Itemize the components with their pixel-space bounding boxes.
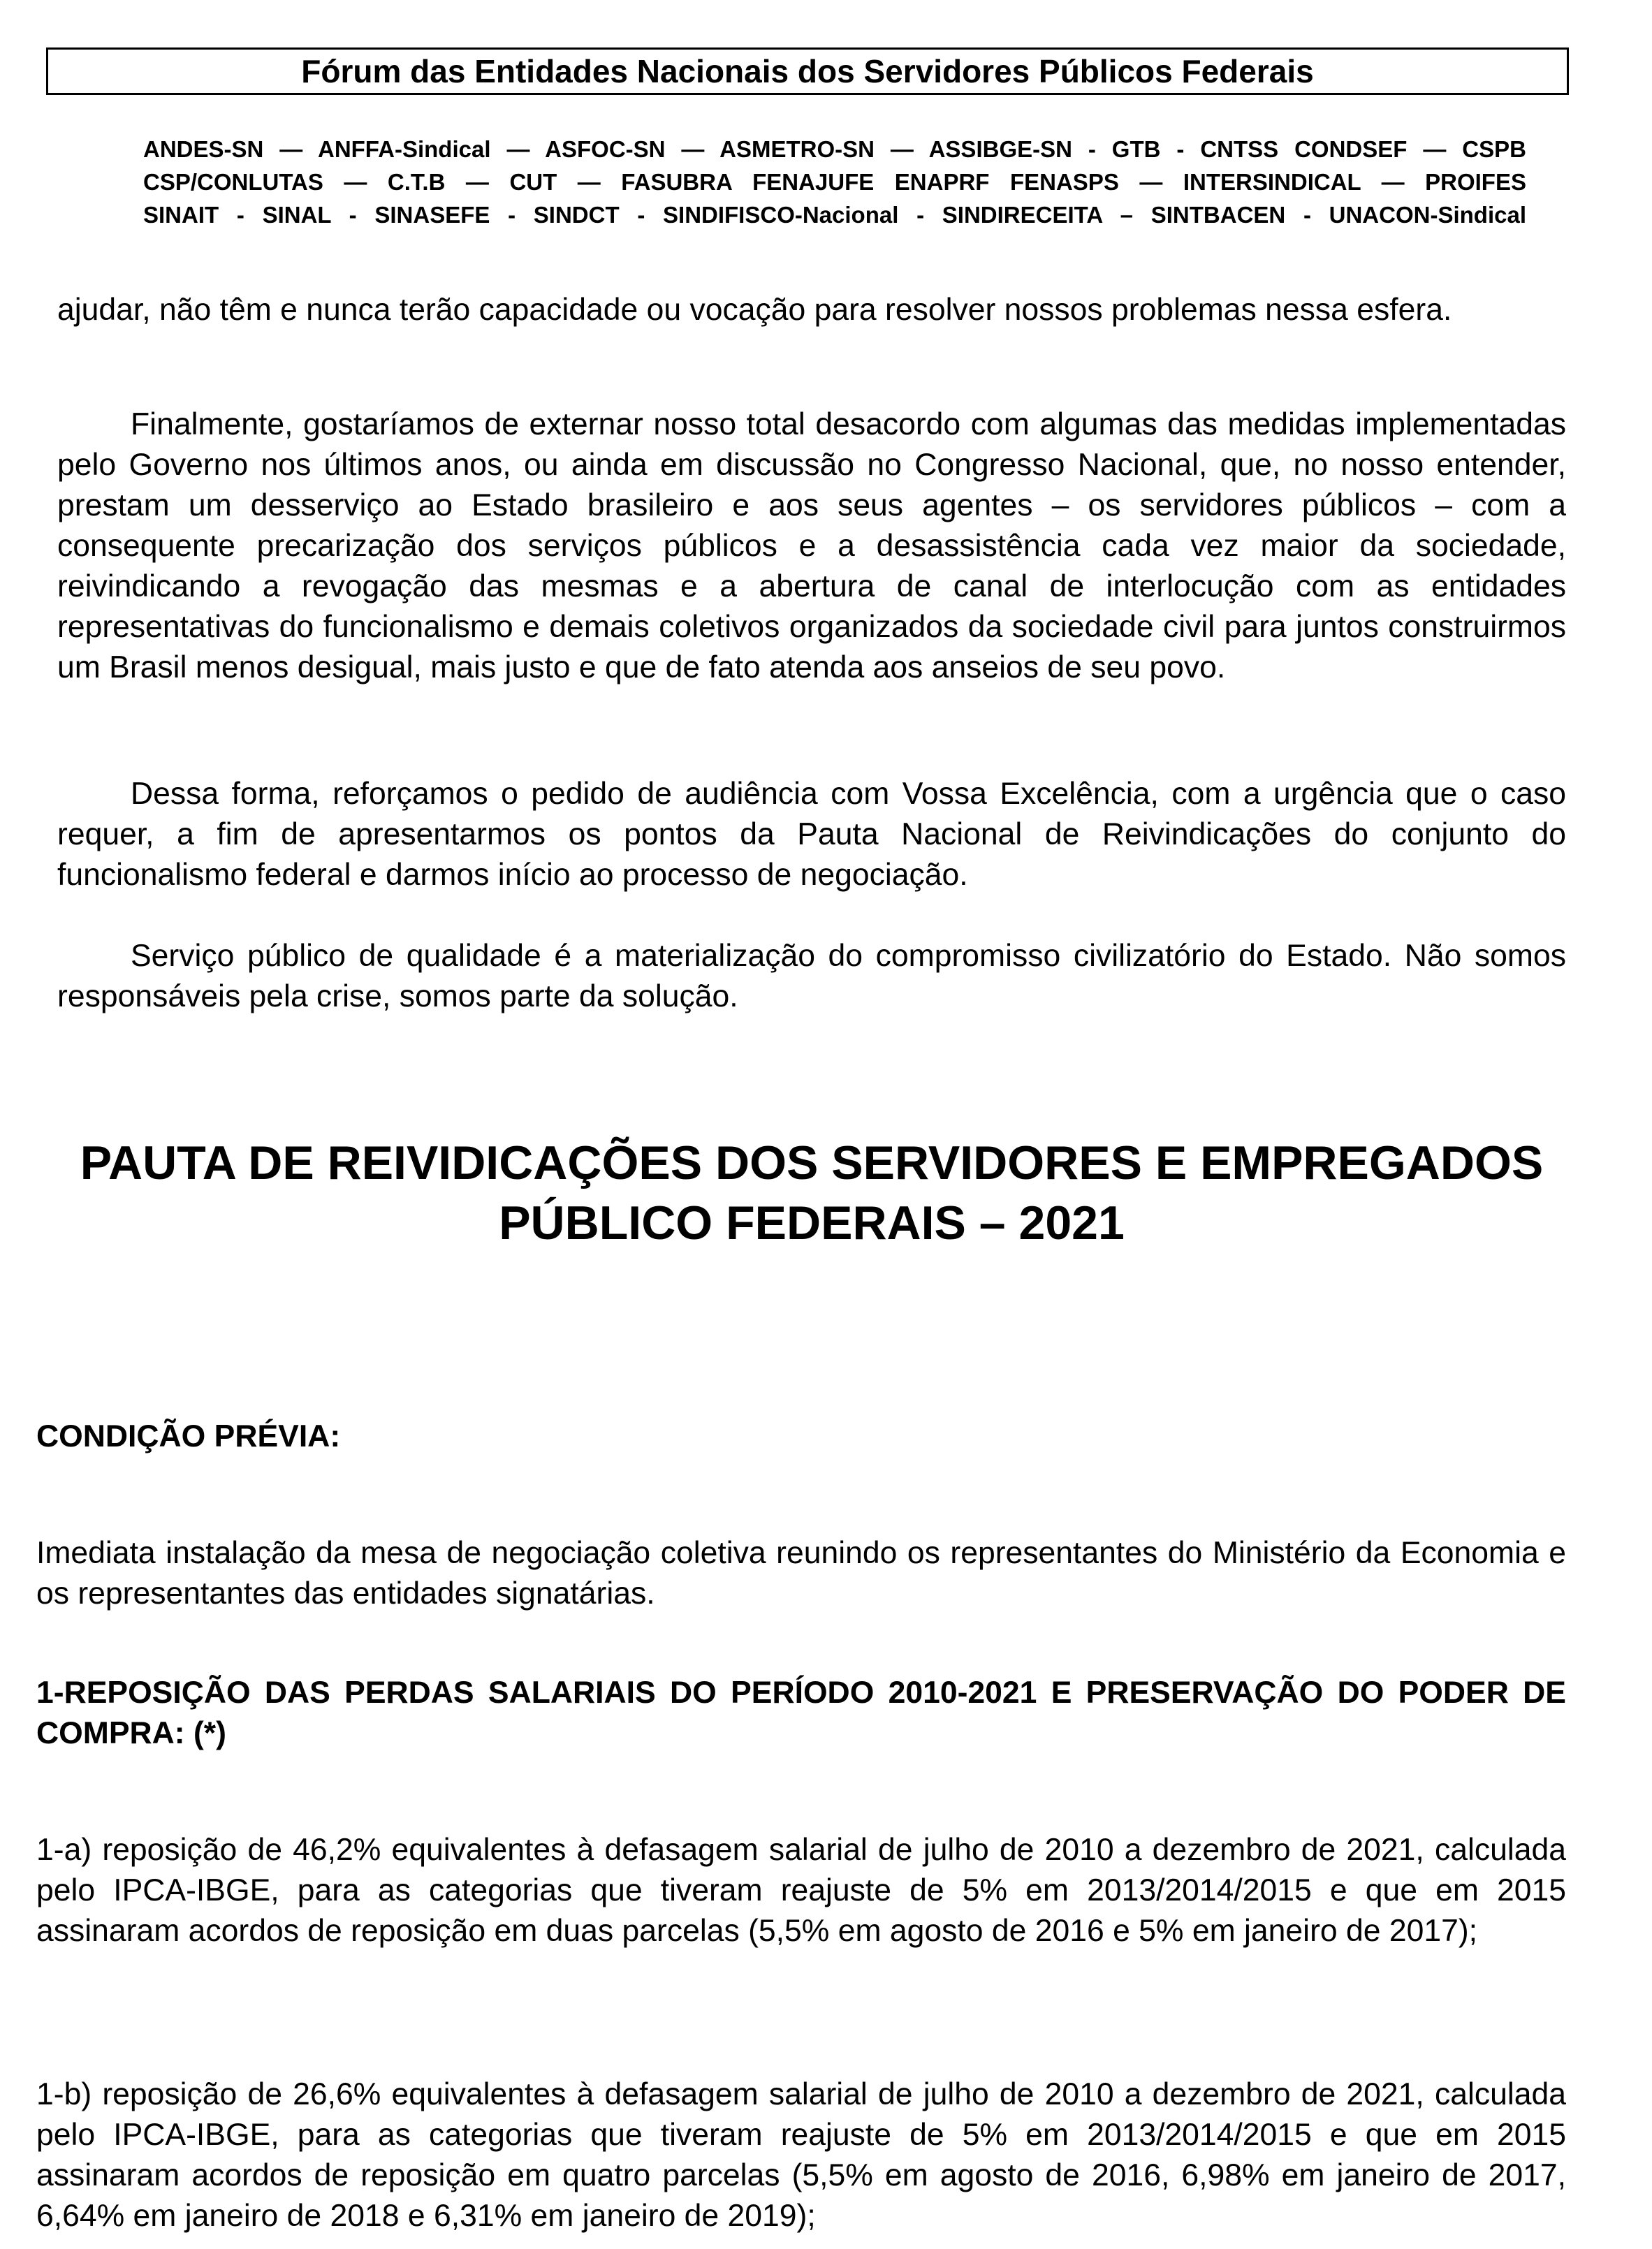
section-1-heading: 1-REPOSIÇÃO DAS PERDAS SALARIAIS DO PERÍODO 2010-2021 E PRESERVAÇÃO DO PODER DE COMPRA: (*) bbox=[36, 1676, 1566, 1750]
paragraph-dessa-forma: Dessa forma, reforçamos o pedido de audiência com Vossa Excelência, com a urgência que o caso requer, a fim de apresentarmos os pontos da Pauta Nacional de Reivindicações do conjunto do funcionalismo federal e darmos início ao processo de negociação. bbox=[57, 777, 1566, 892]
paragraph-servico-publico: Serviço público de qualidade é a materialização do compromisso civilizatório do Estado. Não somos responsáveis pela crise, somos parte da solução. bbox=[57, 939, 1566, 1013]
org-line: ANDES-SN — ANFFA-Sindical — ASFOC-SN — ASMETRO-SN — ASSIBGE-SN - GTB - CNTSS CONDSEF — CSPB bbox=[143, 136, 1526, 162]
condicao-previa-heading: CONDIÇÃO PRÉVIA: bbox=[36, 1419, 341, 1453]
header-title-box bbox=[46, 47, 1569, 95]
header-title: Fórum das Entidades Nacionais dos Servidores Públicos Federais bbox=[301, 53, 1314, 89]
condicao-previa-text: Imediata instalação da mesa de negociação coletiva reunindo os representantes do Ministério da Economia e os representantes das entidades signatárias. bbox=[36, 1536, 1566, 1611]
item-1b: 1-b) reposição de 26,6% equivalentes à defasagem salarial de julho de 2010 a dezembro de 2021, calculada pelo IPCA-IBGE, para as categorias que tiveram reajuste de 5% em 2013/2014/2015 e que em 2015 assinaram acordos de reposição em quatro parcelas (5,5% em agosto de 2016, 6,98% em janeiro de 2017, 6,64% em janeiro de 2018 e 6,31% em janeiro de 2019); bbox=[36, 2077, 1566, 2233]
continuation-paragraph: ajudar, não têm e nunca terão capacidade ou vocação para resolver nossos problemas nessa esfera. bbox=[57, 293, 1452, 327]
pauta-title-line-2: PÚBLICO FEDERAIS – 2021 bbox=[499, 1196, 1125, 1250]
pauta-title-line-1: PAUTA DE REIVIDICAÇÕES DOS SERVIDORES E EMPREGADOS bbox=[80, 1136, 1544, 1189]
pauta-title bbox=[57, 1133, 1566, 1253]
org-line: SINAIT - SINAL - SINASEFE - SINDCT - SINDIFISCO-Nacional - SINDIRECEITA – SINTBACEN - UNACON-Sindical bbox=[143, 202, 1526, 228]
paragraph-finalmente: Finalmente, gostaríamos de externar nosso total desacordo com algumas das medidas implementadas pelo Governo nos últimos anos, ou ainda em discussão no Congresso Nacional, que, no nosso entender, prestam um desserviço ao Estado brasileiro e aos seus agentes – os servidores públicos – com a consequente precarização dos serviços públicos e a desassistência cada vez maior da sociedade, reivindicando a revogação das mesmas e a abertura de canal de interlocução com as entidades representativas do funcionalismo e demais coletivos organizados da sociedade civil para juntos construirmos um Brasil menos desigual, mais justo e que de fato atenda aos anseios de seu povo. bbox=[57, 407, 1566, 684]
item-1a: 1-a) reposição de 46,2% equivalentes à defasagem salarial de julho de 2010 a dezembro de 2021, calculada pelo IPCA-IBGE, para as categorias que tiveram reajuste de 5% em 2013/2014/2015 e que em 2015 assinaram acordos de reposição em duas parcelas (5,5% em agosto de 2016 e 5% em janeiro de 2017); bbox=[36, 1833, 1566, 1948]
header-organizations bbox=[143, 133, 1526, 231]
org-line: CSP/CONLUTAS — C.T.B — CUT — FASUBRA FENAJUFE ENAPRF FENASPS — INTERSINDICAL — PROIFES bbox=[143, 169, 1526, 195]
